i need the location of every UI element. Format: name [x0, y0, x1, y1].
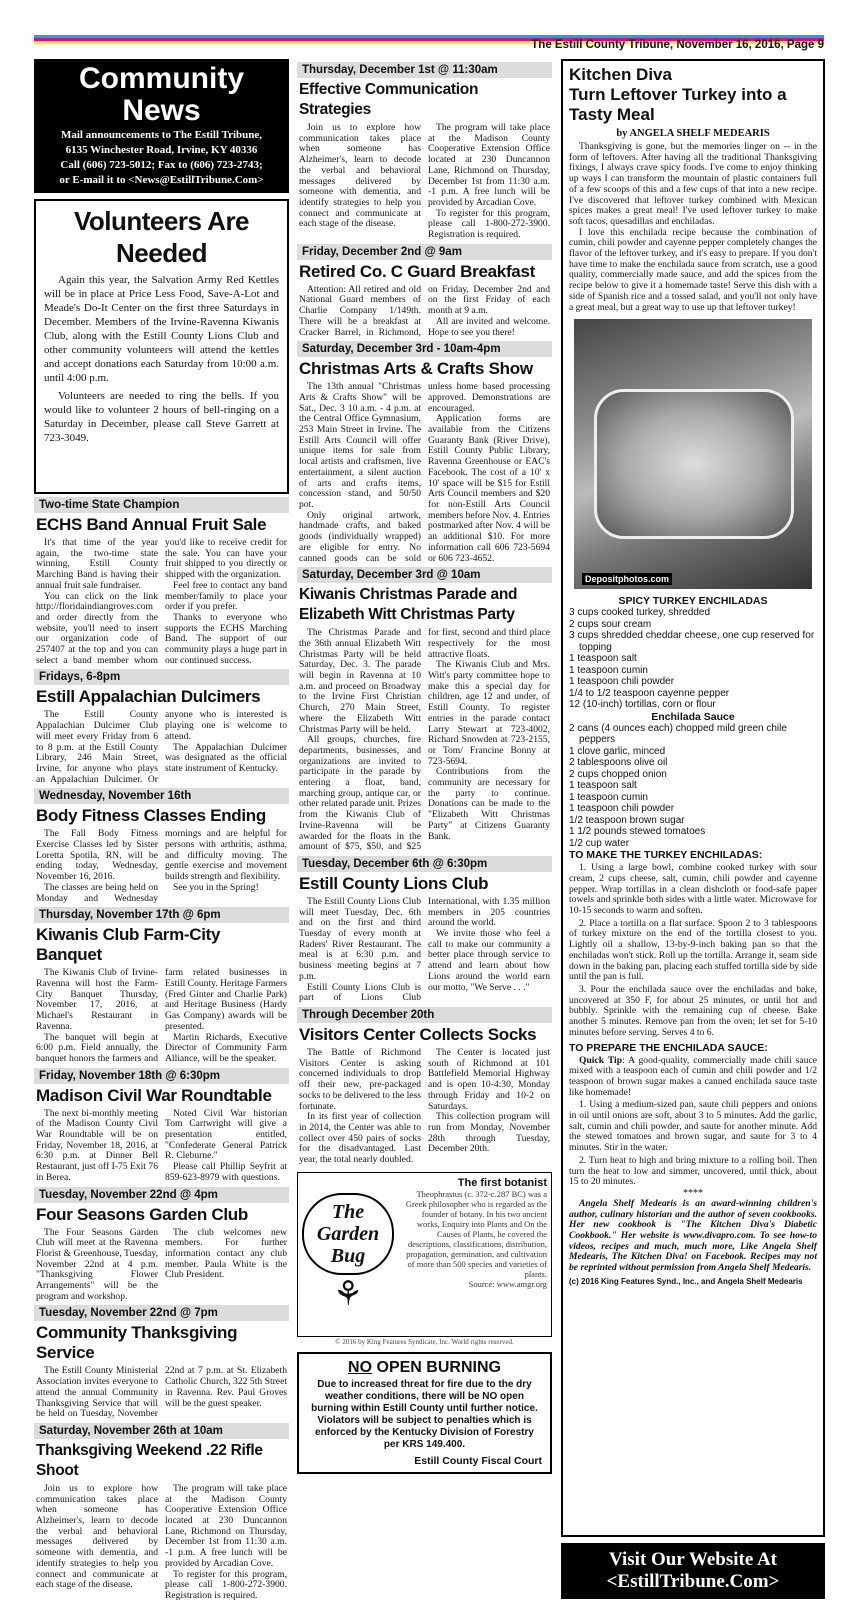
article-kicker: Wednesday, November 16th: [34, 788, 289, 804]
garden-bug-copyright: © 2016 by King Features Syndicate, Inc. World rights reserved.: [335, 1337, 514, 1346]
article: [34, 1423, 289, 1602]
website-banner-url[interactable]: <EstillTribune.Com>: [606, 1571, 780, 1592]
sauce-steps: [569, 1100, 817, 1188]
article-paragraph: The Center is located just south of Richmond at 101 Battlefield Memorial Highway and is open 10-4:30, Monday through Friday and 10-2 on Saturdays.: [428, 1047, 550, 1112]
article-headline: Effective Communication Strategies: [299, 81, 479, 118]
article-paragraph: You can click on the link http://floridaindiangroves.com and order directly from the website, you'll need to insert our organization code of 257407 at the top and you can select a band member whom you'd like to receive credit for the sale. You can have your fruit shipped to you directly or shipped with the organization.: [36, 537, 287, 666]
photo-credit: Depositphotos.com: [582, 573, 672, 585]
sauce-title: Enchilada Sauce: [651, 710, 735, 723]
philosopher-illustration-icon: ⚘: [332, 1276, 364, 1314]
make-title: TO MAKE THE TURKEY ENCHILADAS:: [569, 849, 763, 862]
baking-dish-illustration: [594, 389, 794, 539]
open-burning-signature: Estill County Fiscal Court: [414, 1454, 542, 1467]
ingredient-item: 1 teaspoon chili powder: [569, 803, 675, 815]
article-paragraph: The Kiwanis Club and Mrs. Witt's party committee hope to make this a special day for children, age 12 and under, of Estill County. To register entries in the parade contact Larry Stewart at 723-4002, Richard Snowden at 723-2155, or Tom/ Francine Bonny at 723-5694.: [428, 659, 550, 767]
article: [34, 497, 289, 666]
article-paragraph: The program will take place at the Madison County Cooperative Extension Office located at 230 Duncannon Lane, Richmond on Thursday, December 1st from 11:30 a.m. -1 p.m. A free lunch will be provided by Arcadian Cove.: [165, 1482, 287, 1569]
article-body: [297, 123, 552, 241]
quick-tip: [569, 1056, 817, 1099]
article-headline: Four Seasons Garden Club: [36, 1204, 248, 1224]
ingredient-item: 1 clove garlic, minced: [569, 745, 666, 757]
article-paragraph: The Battle of Richmond Visitors Center is asking concerned individuals to drop off their new, pre-packaged socks to be delivered to the less fortunate.: [299, 1047, 421, 1112]
ingredient-item: 2 cans (4 ounces each) chopped mild green chile peppers: [569, 722, 787, 746]
article: [34, 788, 289, 904]
article-kicker: Fridays, 6-8pm: [34, 669, 289, 685]
article-paragraph: The Estill County Appalachian Dulcimer Club will meet every Friday from 6 to 8 p.m. at the Estill County Library, 246 Main Street, Irvine, for anyone who plays an Appalachian Dulcimer. Or anyone who is interested is playing one is welcome to attend.: [36, 709, 287, 785]
recipe-steps: [569, 863, 817, 1038]
article-kicker: Thursday, November 17th @ 6pm: [34, 907, 289, 923]
article-paragraph: In its first year of collection in 2014, the Center was able to collect over 450 pairs of socks for the disadvantaged. Last year, the total nearly doubled.: [299, 1111, 421, 1166]
article-paragraph: Noted Civil War historian Tom Cartwright will give a presentation entitled, "Confederate General Patrick R. Cleburne.": [165, 1107, 287, 1162]
col2-articles: [297, 62, 552, 1166]
ingredient-item: 3 cups cooked turkey, shredded: [569, 607, 711, 619]
ingredient-item: 1 teaspoon chili powder: [569, 676, 675, 688]
right-column: [561, 59, 825, 1609]
article-kicker: Tuesday, November 22nd @ 4pm: [34, 1187, 289, 1203]
garden-bug-body: [394, 1177, 547, 1332]
volunteers-paragraph-2: Volunteers are needed to ring the bells. If you would like to volunteer 2 hours of bell-ringing on a Saturday in December, please call Steve Garrett at 723-3049.: [44, 390, 279, 444]
col1-articles: [34, 497, 289, 1602]
article-body: [297, 897, 552, 1004]
article-body: [34, 538, 289, 666]
ingredient-item: 2 cups sour cream: [569, 618, 652, 630]
article-headline: Thanksgiving Weekend .22 Rifle Shoot: [36, 1441, 263, 1479]
article-body: [297, 1048, 552, 1166]
ingredient-item: 12 (10-inch) tortillas, corn or flour: [569, 699, 716, 711]
ingredient-item: 1 1/2 pounds stewed tomatoes: [569, 826, 706, 838]
sauce-prep-title: TO PREPARE THE ENCHILADA SAUCE:: [569, 1041, 768, 1054]
article-paragraph: Contributions from the community are necessary for the party to continue. Donations can be made to the "Elizabeth Witt Christmas Party" at Citizens Guaranty Bank.: [428, 766, 550, 842]
article: [34, 1305, 289, 1420]
volunteers-paragraph-1: Again this year, the Salvation Army Red Kettles will be in place at Price Less Food, Save-A-Lot and Meade's Do-It Center on the first three Saturdays in December. Members of the Irvine-Ravenna Kiwanis Club, along with the Estill County Lions Club and other community volunteers will attend the kettles and accept donations each Saturday from 10:00 a.m. until 4:00 p.m.: [44, 274, 279, 384]
open-burning-notice: [297, 1352, 552, 1474]
article-headline: Christmas Arts & Crafts Show: [299, 359, 533, 379]
article: [297, 567, 552, 853]
article-headline: Madison Civil War Roundtable: [36, 1085, 272, 1105]
ingredient-item: 2 tablespoons olive oil: [569, 757, 668, 769]
article-paragraph: It's that time of the year again, the two-time state winning, Estill County Marching Band is having their annual fruit sale fundraiser.: [36, 537, 158, 591]
article-paragraph: Please call Phillip Seyfrit at 859-623-8979 with questions.: [165, 1161, 287, 1183]
article-body: [34, 1109, 289, 1184]
volunteers-title: Volunteers Are Needed: [73, 206, 250, 268]
article-paragraph: All groups, churches, fire departments, businesses, and organizations are invited to participate in the parade by entering a float, band, marching group, antique car, or other related parade unit. Prizes from the Kiwanis Club of Irvine-Ravenna will be awarded for the floats in the amount of $75, $50, and $25 for first, second and third place respectively for the most attractive floats.: [299, 627, 550, 853]
garden-bug-box: [297, 1172, 552, 1337]
article-paragraph: Application forms are available from the Citizens Guaranty Bank (River Drive), Estill County Public Library, Ravenna Greenhouse or EAC's Facebook. The cost of a 10' x 10' space will be $15 for Estill Arts Council members and $20 for non-Estill Arts Council members before Nov. 4. Entries postmarked after Nov. 4 will be an additional $10. For more information call 606 723-5694 or 606 723-4652.: [428, 413, 550, 564]
open-burning-text: Due to increased threat for fire due to the dry weather conditions, there will be NO open burning within Estill County until further notice. Violators will be subject to penalties which is enforced by the Kentucky Division of Forestry per KRS 149.400.: [311, 1378, 538, 1450]
article-headline: Estill Appalachian Dulcimers: [36, 687, 261, 707]
community-address-3: Call (606) 723-5012; Fax to (606) 723-2743;: [60, 159, 263, 171]
article: [34, 1187, 289, 1303]
article-headline: ECHS Band Annual Fruit Sale: [36, 515, 267, 534]
article-body: [34, 1484, 289, 1602]
article: [297, 856, 552, 1004]
article-body: [34, 1366, 289, 1420]
article-body: [297, 285, 552, 339]
author-bio: Angela Shelf Medearis is an award-winning children's author, culinary historian and the author of seven cookbooks. Her new cookbook is "The Kitchen Diva's Diabetic Cookbook." Her website is www.divapro.com. To see how-to videos, recipes and much, much more, Like Angela Shelf Medearis, The Kitchen Diva! on Facebook. Recipes may not be reprinted without permission from Angela Shelf Medearis.: [569, 1197, 817, 1274]
article-body: [34, 829, 289, 904]
article-paragraph: The classes are being held on Monday and Wednesday mornings and are helpful for persons with arthritis, asthma, and difficulty moving. The gentle exercise and movement builds strength and flexibility.: [36, 828, 287, 904]
open-burning-title-rest: OPEN BURNING: [372, 1358, 501, 1376]
article-kicker: Through December 20th: [297, 1007, 552, 1023]
article-kicker: Friday, December 2nd @ 9am: [297, 244, 552, 260]
article-paragraph: The club welcomes new members. For further information contact any club member. Paula White is the Club President.: [165, 1226, 287, 1281]
ingredient-item: 1 teaspoon salt: [569, 780, 637, 792]
article: [297, 1007, 552, 1166]
kitchen-diva-byline: by ANGELA SHELF MEDEARIS: [616, 128, 770, 139]
recipe-step: 3. Pour the enchilada sauce over the enchiladas and bake, uncovered at 350 F, for about 25 minutes, or until hot and bubbly. Sprinkle with the remaining cup of cheese. Bake another 5 minutes. Remove pan from the oven; let set for 5-10 minutes before serving. Serves 4 to 6.: [569, 983, 817, 1038]
kitchen-diva-box: [561, 59, 825, 1537]
garden-bug-text: Theophrastus (c. 372-c.287 BC) was a Greek philosopher who is regarded as the founder of botany. In his two ancient works, Enquiry into Plants and On the Causes of Plants, he covered the descriptions, classifications, distribution, propagation, germination, and cultivation of more than 500 species and varieties of plants.: [405, 1188, 547, 1279]
article-headline: Estill County Lions Club: [299, 873, 489, 893]
article-body: [34, 968, 289, 1064]
open-burning-title: [307, 1359, 542, 1377]
article-body: [34, 1228, 289, 1303]
kitchen-diva-headline: Turn Leftover Turkey into a Tasty Meal: [569, 85, 787, 124]
garden-bug-title: The first botanist: [457, 1176, 547, 1189]
article-paragraph: Martin Richards, Executive Director of Community Farm Alliance, will be the speaker.: [165, 1031, 287, 1064]
article: [297, 244, 552, 339]
kitchen-diva-column-title: Kitchen Diva: [569, 65, 672, 84]
article: [297, 62, 552, 241]
left-column: [34, 59, 289, 1609]
article-paragraph: The banquet will begin at 6:00 p.m. Field annually, the banquet honors the farmers and farm related businesses in Estill County. Heritage Farmers (Fred Ginter and Charlie Park) and Heritage Business (Hardy Gas Company) awards will be presented.: [36, 967, 287, 1064]
article-paragraph: Join us to explore how communication takes place when someone has Alzheimer's, learn to decode the verbal and behavioral messages delivered by someone with dementia, and identify strategies to help you connect and communicate at each stage of the disease.: [36, 1482, 158, 1591]
community-address-4: or E-mail it to <News@EstillTribune.Com>: [59, 174, 264, 186]
article: [297, 341, 552, 564]
article-paragraph: The next bi-monthly meeting of the Madison County Civil War Roundtable will be on Friday, November 18, 2016, at 6:30 p.m. at Dinner Bell Restaurant, just off I-75 Exit 76 in Berea.: [36, 1107, 158, 1183]
recipe-step: 2. Turn heat to high and bring mixture to a rolling boil. Then turn the heat to low and simmer, uncovered, until thick, about 15 to 20 minutes.: [569, 1154, 817, 1188]
ingredient-list: [569, 607, 817, 711]
ingredient-item: 1 teaspoon cumin: [569, 664, 648, 676]
article-paragraph: Attention: All retired and old National Guard members of Charlie Company 1/149th. There will be a breakfast at Cracker Barrel, in Richmond, on Friday, December 2nd and on the first Friday of each month at 9 a.m.: [299, 283, 550, 338]
article-paragraph: To register for this program, please call 1-800-272-3900. Registration is required.: [165, 1568, 287, 1601]
ingredient-item: 3 cups shredded cheddar cheese, one cup reserved for topping: [569, 630, 815, 653]
article-paragraph: The program will take place at the Madison County Cooperative Extension Office located at 230 Duncannon Lane, Richmond on Thursday, December 1st from 11:30 a.m. -1 p.m. A free lunch will be provided by Arcadian Cove.: [428, 122, 550, 208]
article-body: [297, 628, 552, 853]
page-masthead: The Estill County Tribune, November 16, 2016, Page 9: [531, 39, 824, 51]
recipe-title: SPICY TURKEY ENCHILADAS: [618, 595, 768, 608]
sauce-ingredient-list: [569, 723, 817, 850]
article-paragraph: The Fall Body Fitness Exercise Classes led by Sister Loretta Spotila, RN, will be ending today, Wednesday, November 16, 2016.: [36, 828, 158, 883]
article-paragraph: All are invited and welcome. Hope to see you there!: [428, 315, 550, 338]
article-paragraph: The Four Seasons Garden Club will meet at the Ravenna Florist & Greenhouse, Tuesday, November 22nd at 4 p.m. "Thanksgiving Flower Arrangements" will be the program and workshop.: [36, 1226, 158, 1302]
recipe-step: 2. Place a tortilla on a flat surface. Spoon 2 to 3 tablespoons of turkey mixture on the end of the tortilla closest to you. Lightly oil a shallow, 13-by-9-inch baking pan so that the enchiladas won't stick. Roll up the tortilla. Arrange it, seam side down in the baking pan, placing each stuffed tortilla side by side until the pan is full.: [569, 917, 817, 983]
article-paragraph: This collection program will run from Monday, November 28th through Tuesday, December 20th.: [428, 1111, 550, 1155]
article: [34, 907, 289, 1064]
article-kicker: Tuesday, November 22nd @ 7pm: [34, 1305, 289, 1321]
website-banner[interactable]: [561, 1543, 825, 1599]
article-paragraph: Only original artwork, handmade crafts, and baked goods (individually wrapped) are eligible for entry. No canned goods can be sold unless home based processing approved. Demonstrations are encouraged.: [299, 381, 550, 564]
kitchen-diva-copyright: (c) 2016 King Features Synd., Inc., and Angela Shelf Medearis: [569, 1276, 803, 1286]
community-address-2: 6135 Winchester Road, Irvine, KY 40336: [65, 144, 258, 156]
separator-stars: ****: [683, 1187, 703, 1199]
volunteers-box: [34, 199, 289, 494]
quick-tip-text: : A good-quality, commercially made chili sauce mixed with a teaspoon each of cumin and chili powder and 1/2 teaspoon of brown sugar makes a canned enchilada sauce taste like homemade!: [569, 1054, 817, 1098]
middle-column: [297, 59, 552, 1609]
article-paragraph: The Estill County Lions Club will meet Tuesday, Dec. 6th and on the first and third Tuesday of every month at Raders' River Restaurant. The meal is at 6:30 p.m. and business meeting begins at 7 p.m.: [299, 895, 421, 982]
open-burning-title-no: NO: [348, 1358, 373, 1376]
article: [34, 669, 289, 785]
article-kicker: Saturday, December 3rd @ 10am: [297, 567, 552, 583]
ingredient-item: 2 cups chopped onion: [569, 768, 667, 780]
garden-bug-source: Source: www.amgr.org: [468, 1278, 547, 1289]
enchilada-photo: [574, 319, 812, 589]
article-headline: Body Fitness Classes Ending: [36, 806, 266, 826]
community-news-title: Community News: [79, 62, 244, 127]
article-paragraph: Thanks to everyone who supports the ECHS Marching Band. The support of our community plays a huge part in our continued success.: [165, 611, 287, 666]
article-paragraph: Estill County Lions Club is part of Lions Club International, with 1.35 million members in 205 countries around the world.: [299, 895, 550, 1004]
ingredient-item: 1/2 cup water: [569, 837, 630, 849]
article-kicker: Thursday, December 1st @ 11:30am: [297, 62, 552, 78]
article-paragraph: The Kiwanis Club of Irvine-Ravenna will host the Farm-City Banquet Thursday, November 17, 2016, at Michael's Restaurant in Ravenna.: [36, 967, 158, 1032]
kitchen-diva-paragraph-1: Thanksgiving is gone, but the memories linger on -- in the form of leftovers. After having all the traditional Thanksgiving fixings, I always crave spicy foods. I've come to enjoy thinking up ways I can transform the mountain of plastic containers full of a few scoops of this and a few cups of that into a new recipe. I've discovered that leftover turkey combined with Mexican spices makes a great meal! I've used leftover turkey to make soft tacos, quesadillas and enchiladas.: [569, 141, 817, 227]
article-headline: Visitors Center Collects Socks: [299, 1025, 537, 1044]
article-headline: Kiwanis Club Farm-City Banquet: [36, 925, 221, 965]
article-paragraph: The Christmas Parade and the 36th annual Elizabeth Witt Christmas Party will be held Saturday, Dec. 3. The parade will begin in Ravenna at 10 a.m. and proceed on Broadway to the Irvine First Christian Church, 270 Main Street, where the Elizabeth Witt Christmas Party will be held.: [299, 627, 421, 735]
article-kicker: Saturday, November 26th at 10am: [34, 1423, 289, 1439]
recipe-step: 1. Using a medium-sized pan, saute chili peppers and onions in oil until onions are soft, about 3 to 5 minutes. Add the garlic, salt, cumin and chili powder, and saute for another minute. Add the stewed tomatoes and brown sugar, and saute for 3 to 4 minutes. Stir in the water.: [569, 1099, 817, 1154]
article-paragraph: The Appalachian Dulcimer was designated as the official state instrument of Kentucky.: [165, 741, 287, 774]
article-kicker: Tuesday, December 6th @ 6:30pm: [297, 856, 552, 872]
article-paragraph: We invite those who feel a call to make our community a better place through service to attend and learn about how Lions around the world earn our motto, "We Serve . . .": [428, 928, 550, 993]
garden-bug-logo: [302, 1177, 394, 1332]
article-kicker: Saturday, December 3rd - 10am-4pm: [297, 341, 552, 357]
article-paragraph: Join us to explore how communication takes place when someone has Alzheimer's, learn to decode the verbal and behavioral messages delivered by someone with dementia, and identify strategies to help you connect and communicate at each stage of the disease.: [299, 122, 421, 230]
article-kicker: Two-time State Champion: [34, 497, 289, 513]
website-banner-line-1: Visit Our Website At: [608, 1549, 778, 1570]
community-news-banner: [34, 59, 289, 193]
ingredient-item: 1/4 to 1/2 teaspoon cayenne pepper: [569, 687, 730, 699]
article-paragraph: To register for this program, please call 1-800-272-3900. Registration is required.: [428, 207, 550, 241]
article-paragraph: The Estill County Ministerial Association invites everyone to attend the annual Community Thanksgiving Service that will be held on Tuesday, November 22nd at 7 p.m. at St. Elizabeth Catholic Church, 322 5th Street in Ravenna. Rev. Paul Groves will be the guest speaker.: [36, 1365, 287, 1420]
community-address-1: Mail announcements to The Estill Tribune,: [60, 129, 263, 141]
article-headline: Retired Co. C Guard Breakfast: [299, 261, 535, 281]
ingredient-item: 1 teaspoon cumin: [569, 791, 648, 803]
kitchen-diva-paragraph-2: I love this enchilada recipe because the combination of cumin, chili powder and cayenne pepper completely changes the flavor of the leftover turkey, and it's easy to prepare. If you don't have time to make the enchilada sauce from scratch, use a good quality, commercially made sauce, and add the spices from the recipe below to give it a homemade taste! Serve this dish with a side of Spanish rice and a tossed salad, and you'll not only have a great meal, but a great way to use up that leftover turkey!: [569, 226, 818, 313]
article-headline: Kiwanis Christmas Parade and Elizabeth Witt Christmas Party: [299, 586, 518, 624]
garden-bug-logo-text: The Garden Bug: [302, 1193, 394, 1275]
article-body: [297, 382, 552, 564]
article-paragraph: The 13th annual "Christmas Arts & Crafts Show" will be Sat., Dec. 3 10 a.m. - 4 p.m. at the Central Office Gymnasium, 253 Main Street in Irvine. The Estill Arts Council will offer unique items for sale from local artists and craftsmen, live entertainment, a silent auction of arts and crafts items, concession stand, and 50/50 pot.: [299, 381, 421, 510]
article-body: [34, 710, 289, 785]
quick-tip-label: Quick Tip: [579, 1054, 623, 1066]
article-kicker: Friday, November 18th @ 6:30pm: [34, 1068, 289, 1084]
ingredient-item: 1/2 teaspoon brown sugar: [569, 814, 685, 826]
ingredient-item: 1 teaspoon salt: [569, 653, 637, 665]
article-paragraph: Feel free to contact any band member/family to place your order if you prefer.: [165, 579, 287, 613]
recipe-step: 1. Using a large bowl, combine cooked turkey with sour cream, 2 cups cheese, salt, cumin, chili powder and cayenne pepper. Wrap tortillas in a clean dishcloth or food-safe paper towels and sprinkle both sides with a little water. Microwave for 10-15 seconds to warm and soften.: [569, 862, 817, 917]
article: [34, 1068, 289, 1184]
article-headline: Community Thanksgiving Service: [36, 1323, 238, 1363]
article-paragraph: See you in the Spring!: [173, 881, 259, 893]
